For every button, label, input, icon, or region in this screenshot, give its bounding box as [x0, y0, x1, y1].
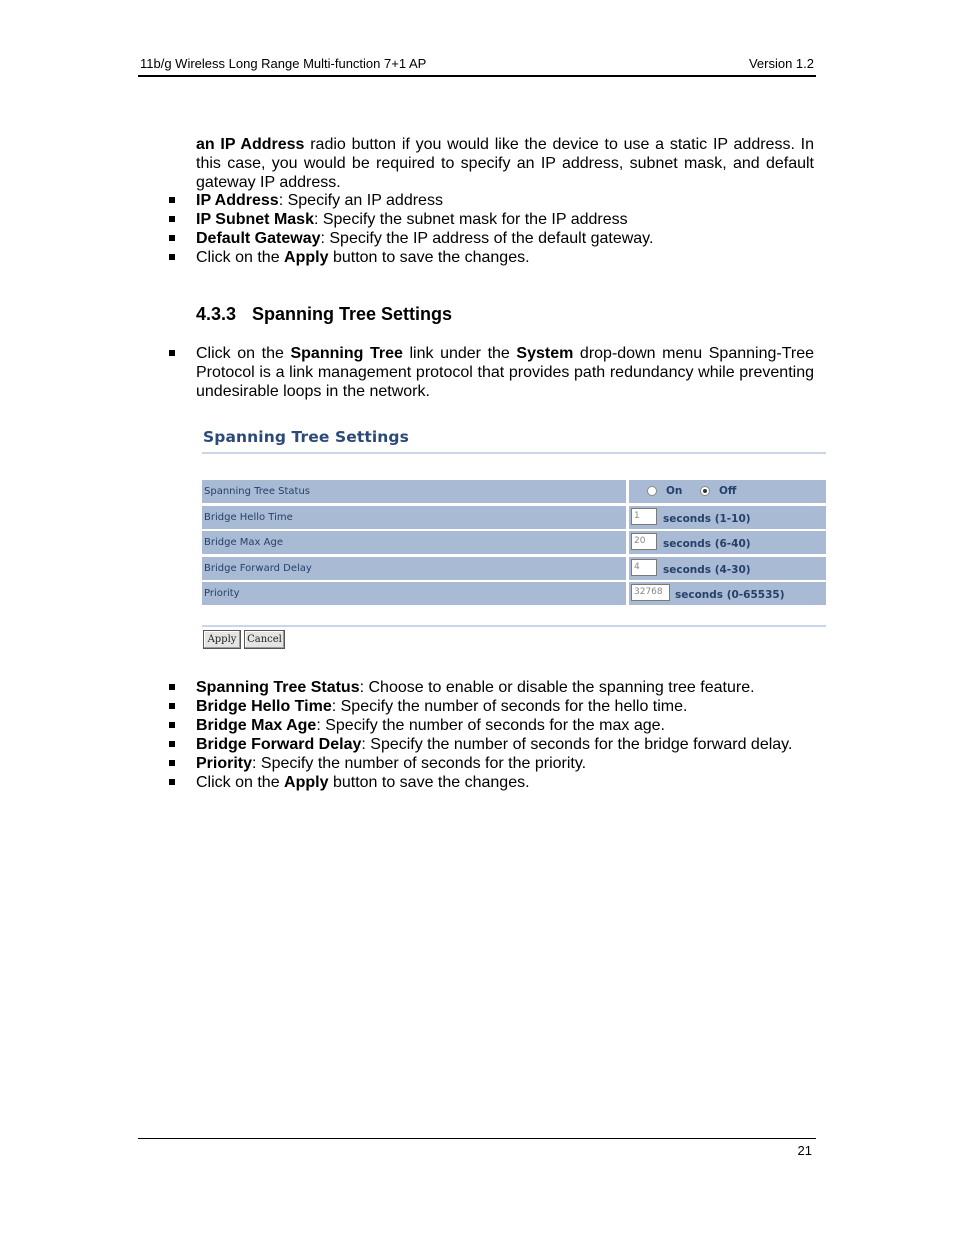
list-item-term: Spanning Tree Status	[196, 679, 360, 696]
text-run: Click on the	[196, 345, 291, 362]
intro-bold: an IP Address	[196, 136, 305, 153]
unit-label: seconds (6-40)	[663, 538, 751, 551]
bullet-marker	[169, 703, 175, 709]
bullet-marker	[169, 350, 175, 356]
row-label: Bridge Forward Delay	[202, 557, 626, 580]
row-label: Spanning Tree Status	[202, 480, 626, 503]
status-radio-group	[629, 480, 826, 503]
bullet-marker	[169, 197, 175, 203]
list-item-term: Apply	[284, 249, 329, 266]
list-item	[166, 210, 826, 229]
divider	[202, 625, 826, 627]
bullet-marker	[169, 235, 175, 241]
list-item-term: Bridge Max Age	[196, 717, 317, 734]
text-run: link under the	[402, 345, 517, 362]
bullet-marker	[169, 741, 175, 747]
list-item-term: Bridge Forward Delay	[196, 736, 362, 753]
bullet-list-bottom	[166, 678, 826, 792]
list-item	[166, 229, 826, 248]
list-item	[166, 697, 826, 716]
bullet-marker	[169, 779, 175, 785]
screenshot-title: Spanning Tree Settings	[203, 428, 409, 446]
max-age-input[interactable]: 20	[631, 533, 657, 550]
intro-text: radio button if you would like the device to use a static IP address. In this case, you would be required to specify an IP address, subnet mask, and default gateway IP address.	[196, 136, 815, 191]
list-item-text: button to save the changes.	[328, 774, 530, 791]
section-paragraph	[166, 344, 814, 401]
list-item-text: : Specify an IP address	[278, 192, 443, 209]
list-item-term: IP Subnet Mask	[196, 211, 314, 228]
unit-label: seconds (0-65535)	[675, 589, 785, 602]
priority-input[interactable]: 32768	[631, 584, 670, 601]
radio-off[interactable]	[700, 486, 710, 496]
text-bold: System	[516, 345, 574, 362]
bullet-marker	[169, 216, 175, 222]
table-row	[202, 557, 826, 580]
bullet-marker	[169, 684, 175, 690]
list-item	[166, 248, 826, 267]
list-item-text: : Specify the number of seconds for the hello time.	[331, 698, 688, 715]
spanning-tree-settings-screenshot	[200, 424, 828, 656]
list-item	[166, 773, 826, 792]
list-item-text: : Specify the number of seconds for the priority.	[252, 755, 587, 772]
list-item-term: Priority	[196, 755, 253, 772]
page-header	[138, 56, 816, 77]
list-item-text: : Specify the number of seconds for the bridge forward delay.	[361, 736, 793, 753]
page-number: 21	[797, 1143, 812, 1158]
cancel-button[interactable]: Cancel	[244, 630, 285, 649]
list-item	[166, 716, 826, 735]
list-item-text: : Specify the subnet mask for the IP address	[313, 211, 628, 228]
radio-on-label: On	[666, 485, 683, 497]
list-item	[166, 754, 826, 773]
settings-table	[202, 480, 826, 608]
table-row	[202, 480, 826, 503]
intro-paragraph	[196, 135, 814, 192]
list-item-term: Bridge Hello Time	[196, 698, 332, 715]
list-item-prefix: Click on the	[196, 249, 285, 266]
unit-label: seconds (1-10)	[663, 512, 751, 525]
bullet-list-top	[166, 191, 826, 267]
row-label: Priority	[202, 582, 626, 605]
list-item-text: : Specify the number of seconds for the max age.	[316, 717, 665, 734]
list-item-text: button to save the changes.	[328, 249, 530, 266]
table-row	[202, 582, 826, 605]
list-item	[166, 735, 826, 754]
section-paragraph-text	[196, 344, 814, 401]
section-number: 4.3.3	[196, 304, 237, 324]
section-title: Spanning Tree Settings	[252, 304, 453, 324]
divider	[202, 452, 826, 454]
list-item	[166, 191, 826, 210]
list-item-term: IP Address	[196, 192, 279, 209]
bullet-marker	[169, 722, 175, 728]
apply-button[interactable]: Apply	[203, 630, 241, 649]
section-heading	[196, 304, 452, 325]
bullet-marker	[169, 254, 175, 260]
list-item	[166, 678, 826, 697]
row-value	[629, 531, 826, 554]
row-value	[629, 582, 826, 605]
table-row	[202, 506, 826, 529]
forward-delay-input[interactable]: 4	[631, 559, 657, 576]
list-item-term: Apply	[284, 774, 329, 791]
list-item-text: : Specify the IP address of the default gateway.	[320, 230, 654, 247]
document-title: 11b/g Wireless Long Range Multi-function 7+1 AP	[140, 56, 427, 71]
row-label: Bridge Max Age	[202, 531, 626, 554]
row-value	[629, 506, 826, 529]
list-item-prefix: Click on the	[196, 774, 285, 791]
row-value	[629, 557, 826, 580]
page-footer	[138, 1138, 816, 1158]
text-run: drop-down menu Spanning-Tree Protocol is a link management protocol that provides path redundancy while preventing undesirable loops in the network.	[196, 345, 814, 400]
row-label: Bridge Hello Time	[202, 506, 626, 529]
radio-off-label: Off	[719, 485, 737, 497]
radio-on[interactable]	[647, 486, 657, 496]
table-row	[202, 531, 826, 554]
hello-time-input[interactable]: 1	[631, 508, 657, 525]
list-item-term: Default Gateway	[196, 230, 321, 247]
list-item-text: : Choose to enable or disable the spanning tree feature.	[359, 679, 755, 696]
unit-label: seconds (4-30)	[663, 563, 751, 576]
bullet-marker	[169, 760, 175, 766]
document-version: Version 1.2	[748, 56, 814, 71]
text-bold: Spanning Tree	[290, 345, 403, 362]
